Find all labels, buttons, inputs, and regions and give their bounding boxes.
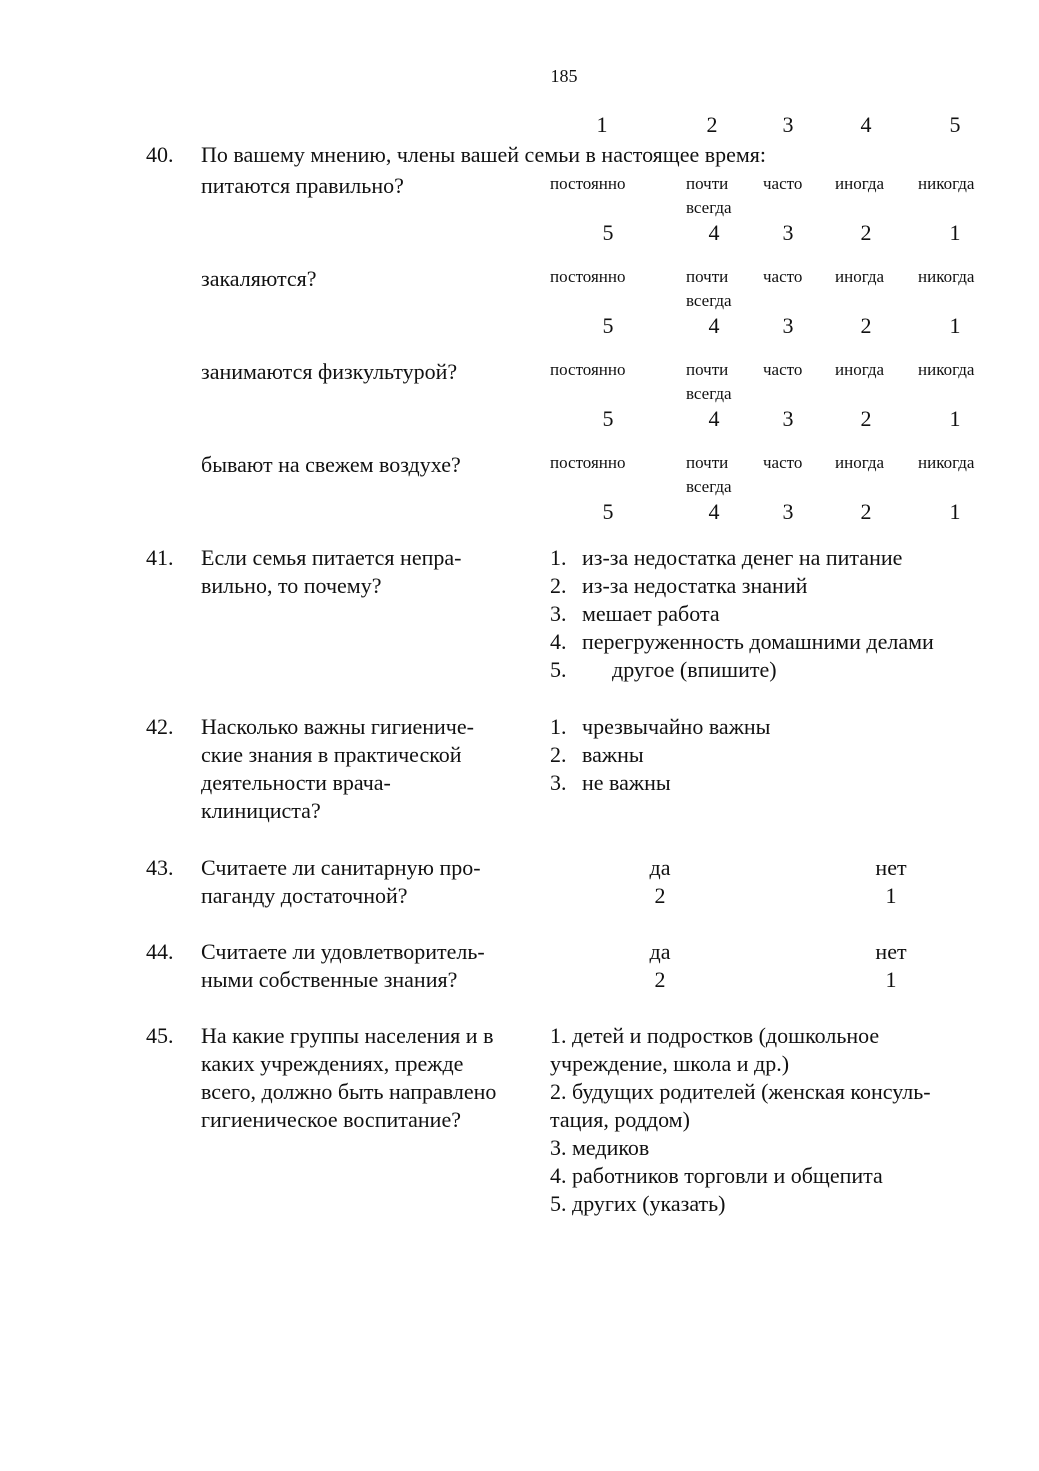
option-almost[interactable]: почти xyxy=(686,360,729,379)
score: 1 xyxy=(949,313,961,338)
row-label: закаляются? xyxy=(201,266,317,291)
answer-number: 3. xyxy=(550,601,567,626)
row-label: бывают на свежем воздухе? xyxy=(201,452,461,477)
option-always: всегда xyxy=(686,477,732,496)
question-number: 41. xyxy=(146,545,174,570)
answer-number: 5. xyxy=(550,657,567,682)
question-text-line: вильно, то почему? xyxy=(201,573,382,598)
option-often[interactable]: часто xyxy=(763,453,803,472)
answer-option[interactable]: 5. других (указать) xyxy=(550,1191,726,1216)
answer-option[interactable]: другое (впишите) xyxy=(612,657,777,682)
option-never[interactable]: никогда xyxy=(918,453,975,472)
score: 2 xyxy=(860,499,872,524)
score: 4 xyxy=(708,406,720,431)
scale-header-1: 1 xyxy=(596,112,608,137)
answer-no-score: 1 xyxy=(885,967,897,992)
option-often[interactable]: часто xyxy=(763,174,803,193)
answer-number: 1. xyxy=(550,545,567,570)
question-text-line: Считаете ли удовлетворитель- xyxy=(201,939,485,964)
score: 5 xyxy=(602,406,614,431)
score: 5 xyxy=(602,313,614,338)
option-constantly[interactable]: постоянно xyxy=(550,267,626,286)
question-number: 44. xyxy=(146,939,174,964)
answer-no[interactable]: нет xyxy=(875,939,907,964)
answer-option-continued: тация, роддом) xyxy=(550,1107,690,1132)
row-label: питаются правильно? xyxy=(201,173,404,198)
answer-yes-score: 2 xyxy=(654,883,666,908)
score: 4 xyxy=(708,313,720,338)
score: 5 xyxy=(602,220,614,245)
question-text-line: На какие группы населения и в xyxy=(201,1023,494,1048)
question-text-line: клинициста? xyxy=(201,798,321,823)
row-label: занимаются физкультурой? xyxy=(201,359,458,384)
question-text: По вашему мнению, члены вашей семьи в настоящее время: xyxy=(201,142,767,167)
score: 2 xyxy=(860,313,872,338)
score: 1 xyxy=(949,406,961,431)
score: 4 xyxy=(708,220,720,245)
option-often[interactable]: часто xyxy=(763,360,803,379)
question-number: 40. xyxy=(146,142,174,167)
option-always: всегда xyxy=(686,291,732,310)
option-never[interactable]: никогда xyxy=(918,360,975,379)
answer-number: 2. xyxy=(550,573,567,598)
question-text-line: ными собственные знания? xyxy=(201,967,458,992)
option-often[interactable]: часто xyxy=(763,267,803,286)
option-sometimes[interactable]: иногда xyxy=(835,360,885,379)
answer-yes[interactable]: да xyxy=(649,939,671,964)
answer-number: 4. xyxy=(550,629,567,654)
answer-option[interactable]: 3. медиков xyxy=(550,1135,650,1160)
option-constantly[interactable]: постоянно xyxy=(550,360,626,379)
question-text-line: гигиеническое воспитание? xyxy=(201,1107,461,1132)
question-text-line: деятельности врача- xyxy=(201,770,391,795)
question-number: 42. xyxy=(146,714,174,739)
answer-number: 2. xyxy=(550,742,567,767)
option-always: всегда xyxy=(686,384,732,403)
score: 1 xyxy=(949,220,961,245)
answer-no[interactable]: нет xyxy=(875,855,907,880)
score: 1 xyxy=(949,499,961,524)
scale-header-4: 4 xyxy=(860,112,872,137)
option-sometimes[interactable]: иногда xyxy=(835,267,885,286)
option-almost[interactable]: почти xyxy=(686,267,729,286)
question-text-line: ские знания в практической xyxy=(201,742,462,767)
answer-number: 1. xyxy=(550,714,567,739)
score: 2 xyxy=(860,220,872,245)
score: 3 xyxy=(782,220,794,245)
answer-yes[interactable]: да xyxy=(649,855,671,880)
answer-option[interactable]: 1. детей и подростков (дошкольное xyxy=(550,1023,880,1048)
answer-yes-score: 2 xyxy=(654,967,666,992)
answer-no-score: 1 xyxy=(885,883,897,908)
question-number: 43. xyxy=(146,855,174,880)
score: 4 xyxy=(708,499,720,524)
answer-option[interactable]: важны xyxy=(582,742,644,767)
question-number: 45. xyxy=(146,1023,174,1048)
answer-option[interactable]: 2. будущих родителей (женская консуль- xyxy=(550,1079,931,1104)
question-text-line: Считаете ли санитарную про- xyxy=(201,855,481,880)
option-sometimes[interactable]: иногда xyxy=(835,174,885,193)
option-sometimes[interactable]: иногда xyxy=(835,453,885,472)
question-text-line: паганду достаточной? xyxy=(201,883,408,908)
scale-header-2: 2 xyxy=(706,112,718,137)
scale-header-5: 5 xyxy=(949,112,961,137)
option-almost[interactable]: почти xyxy=(686,453,729,472)
answer-number: 3. xyxy=(550,770,567,795)
question-text-line: Насколько важны гигиениче- xyxy=(201,714,474,739)
score: 3 xyxy=(782,499,794,524)
option-always: всегда xyxy=(686,198,732,217)
answer-option[interactable]: мешает работа xyxy=(582,601,720,626)
score: 3 xyxy=(782,406,794,431)
question-text-line: Если семья питается непра- xyxy=(201,545,462,570)
score: 2 xyxy=(860,406,872,431)
answer-option[interactable]: чрезвычайно важны xyxy=(582,714,771,739)
answer-option[interactable]: из-за недостатка денег на питание xyxy=(582,545,903,570)
option-constantly[interactable]: постоянно xyxy=(550,453,626,472)
score: 3 xyxy=(782,313,794,338)
option-never[interactable]: никогда xyxy=(918,174,975,193)
option-almost[interactable]: почти xyxy=(686,174,729,193)
score: 5 xyxy=(602,499,614,524)
question-text-line: всего, должно быть направлено xyxy=(201,1079,497,1104)
question-text-line: каких учреждениях, прежде xyxy=(201,1051,464,1076)
answer-option[interactable]: не важны xyxy=(582,770,671,795)
answer-option[interactable]: 4. работников торговли и общепита xyxy=(550,1163,883,1188)
option-never[interactable]: никогда xyxy=(918,267,975,286)
page-number: 185 xyxy=(550,66,578,86)
answer-option[interactable]: перегруженность домашними делами xyxy=(582,629,934,654)
answer-option-continued: учреждение, школа и др.) xyxy=(550,1051,790,1076)
scale-header-3: 3 xyxy=(782,112,794,137)
answer-option[interactable]: из-за недостатка знаний xyxy=(582,573,808,598)
option-constantly[interactable]: постоянно xyxy=(550,174,626,193)
